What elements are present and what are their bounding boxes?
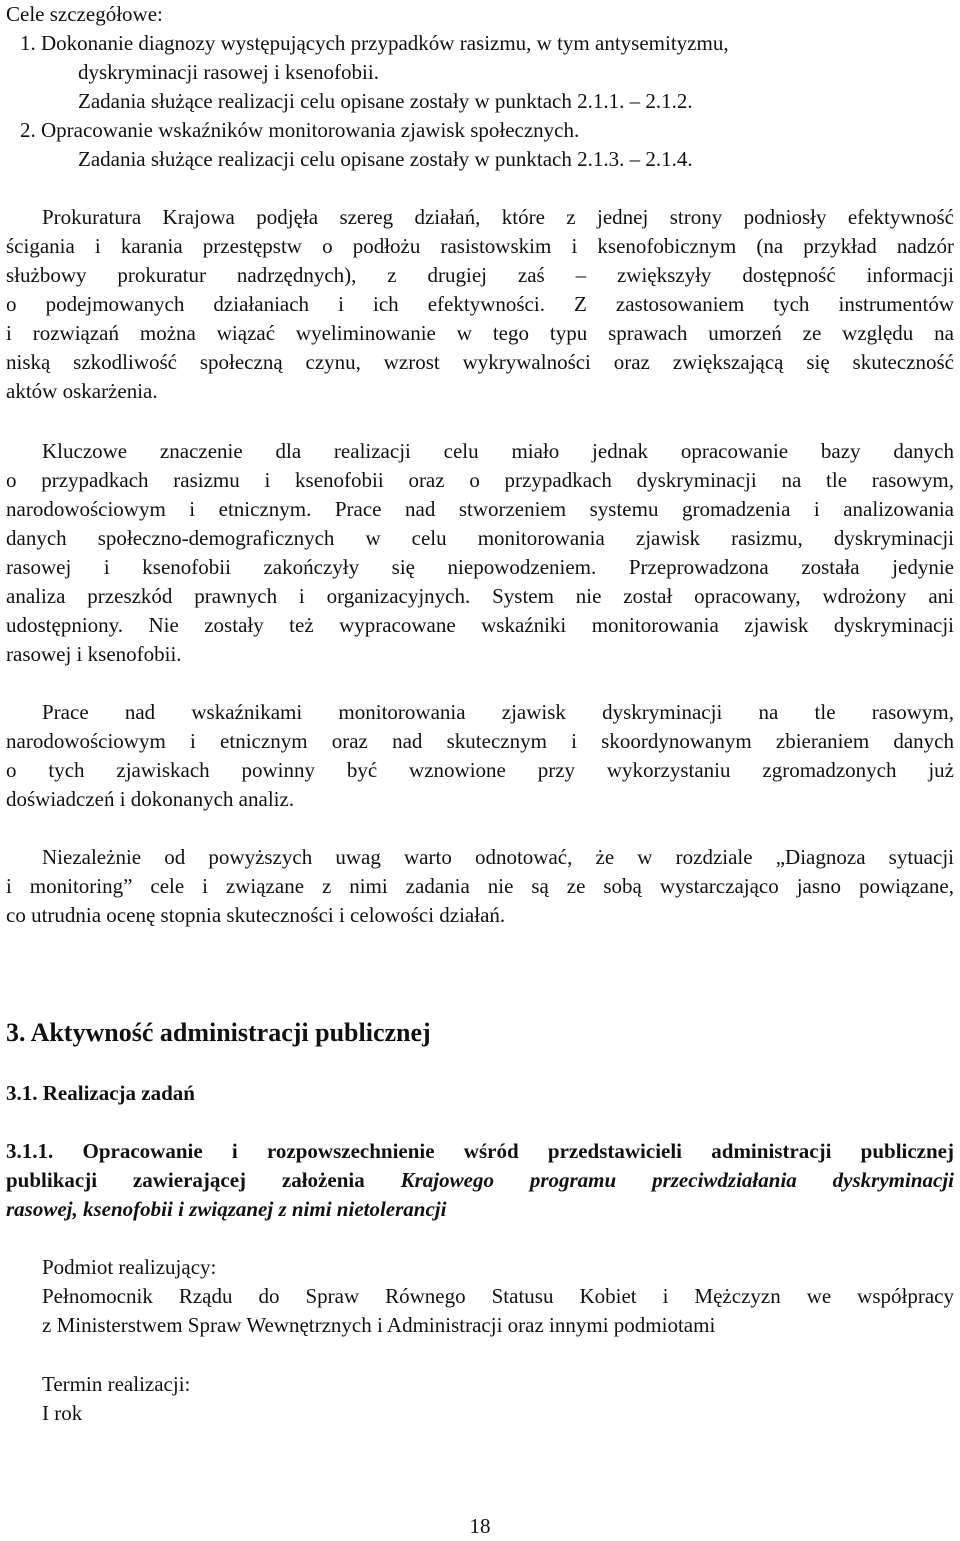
paragraph-line: i monitoring” cele i związane z nimi zadania nie są ze sobą wystarczająco jasno powiązane, [6, 874, 954, 898]
paragraph-line: aktów oskarżenia. [6, 379, 158, 403]
implementation-term [6, 1370, 954, 1428]
heading-line [6, 1166, 954, 1195]
paragraph-line: co utrudnia ocenę stopnia skuteczności i celowości działań. [6, 903, 506, 927]
paragraph-line: doświadczeń i dokonanych analiz. [6, 787, 295, 811]
heading-line: 3.1.1. Opracowanie i rozpowszechnienie wśród przedstawicieli administracji publicznej [6, 1139, 954, 1163]
paragraph-line: udostępniony. Nie zostały też wypracowane wskaźniki monitorowania zjawisk dyskryminacji [6, 613, 954, 637]
goal-item-1: 1. Dokonanie diagnozy występujących przypadków rasizmu, w tym antysemityzmu, [20, 31, 729, 55]
paragraph-line: narodowościowym i etnicznym oraz nad skutecznym i skoordynowanym zbieraniem danych [6, 729, 954, 753]
specific-goals [6, 0, 954, 174]
term-value: I rok [42, 1401, 83, 1425]
paragraph-line: i rozwiązań można wiązać wyeliminowanie w tego typu sprawach umorzeń ze względu na [6, 321, 954, 345]
heading-line [6, 1195, 954, 1224]
paragraph-line: niską szkodliwość społeczną czynu, wzrost wykrywalności oraz zwiększającą się skuteczność [6, 350, 954, 374]
paragraph-indicators [6, 698, 954, 814]
page-number: 18 [469, 1514, 491, 1538]
paragraph-line: służbowy prokuratur nadrzędnych), z drugiej zaś – zwiększyły dostępność informacji [6, 263, 954, 287]
paragraph-line: rasowej i ksenofobii zakończyły się niepowodzeniem. Przeprowadzona została jedynie [6, 555, 954, 579]
term-label: Termin realizacji: [42, 1372, 191, 1396]
section-heading-3-1: 3.1. Realizacja zadań [6, 1081, 195, 1105]
heading-italic-part: rasowej, ksenofobii i związanej z nimi nietolerancji [6, 1197, 447, 1221]
paragraph-remarks [6, 843, 954, 930]
heading-bold-part: publikacji zawierającej założenia [6, 1168, 401, 1192]
paragraph-line: Niezależnie od powyższych uwag warto odnotować, że w rozdziale „Diagnoza sytuacji [42, 845, 954, 869]
implementing-entity [6, 1253, 954, 1340]
entity-line: z Ministerstwem Spraw Wewnętrznych i Administracji oraz innymi podmiotami [42, 1313, 716, 1337]
goal-item-1-cont: dyskryminacji rasowej i ksenofobii. [78, 60, 379, 84]
goal-item-2-tasks: Zadania służące realizacji celu opisane zostały w punktach 2.1.3. – 2.1.4. [78, 147, 693, 171]
goals-heading: Cele szczegółowe: [6, 2, 163, 26]
paragraph-prosecution [6, 203, 954, 406]
paragraph-line: rasowej i ksenofobii. [6, 642, 182, 666]
paragraph-line: analiza przeszkód prawnych i organizacyjnych. System nie został opracowany, wdrożony ani [6, 584, 954, 608]
paragraph-line: ścigania i karania przestępstw o podłożu rasistowskim i ksenofobicznym (na przykład nadzór [6, 234, 954, 258]
heading-italic-part: Krajowego programu przeciwdziałania dyskryminacji [400, 1168, 954, 1192]
goal-item-1-tasks: Zadania służące realizacji celu opisane zostały w punktach 2.1.1. – 2.1.2. [78, 89, 693, 113]
paragraph-line: danych społeczno-demograficznych w celu monitorowania zjawisk rasizmu, dyskryminacji [6, 526, 954, 550]
paragraph-line: o przypadkach rasizmu i ksenofobii oraz o przypadkach dyskryminacji na tle rasowym, [6, 468, 954, 492]
entity-label: Podmiot realizujący: [42, 1255, 217, 1279]
goal-item-2: 2. Opracowanie wskaźników monitorowania zjawisk społecznych. [20, 118, 580, 142]
section-heading-3: 3. Aktywność administracji publicznej [6, 1018, 431, 1047]
paragraph-line: narodowościowym i etnicznym. Prace nad stworzeniem systemu gromadzenia i analizowania [6, 497, 954, 521]
paragraph-line: o podejmowanych działaniach i ich efektywności. Z zastosowaniem tych instrumentów [6, 292, 954, 316]
paragraph-line: Prace nad wskaźnikami monitorowania zjawisk dyskryminacji na tle rasowym, [42, 700, 954, 724]
paragraph-line: o tych zjawiskach powinny być wznowione przy wykorzystaniu zgromadzonych już [6, 758, 954, 782]
paragraph-line: Kluczowe znaczenie dla realizacji celu miało jednak opracowanie bazy danych [42, 439, 954, 463]
entity-line: Pełnomocnik Rządu do Spraw Równego Statusu Kobiet i Mężczyzn we współpracy [42, 1284, 954, 1308]
paragraph-database [6, 437, 954, 669]
paragraph-line: Prokuratura Krajowa podjęła szereg działań, które z jednej strony podniosły efektywność [42, 205, 954, 229]
section-heading-3-1-1 [6, 1137, 954, 1224]
